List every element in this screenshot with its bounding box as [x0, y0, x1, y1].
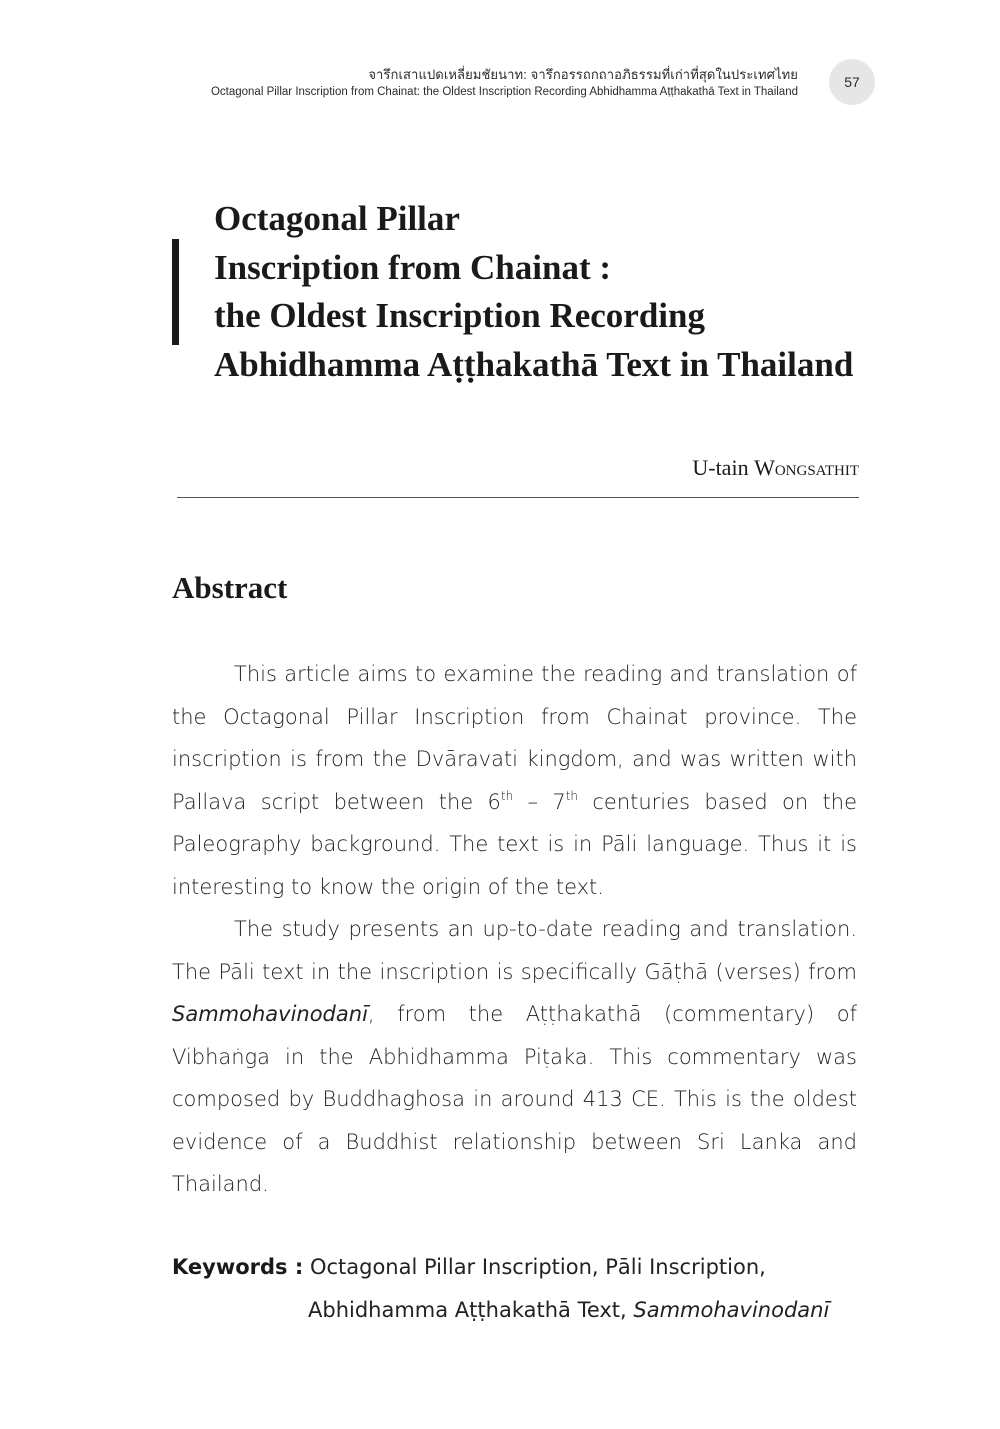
keywords-line-2: Abhidhamma Aṭṭhakathā Text, — [308, 1297, 634, 1322]
title-accent-bar — [172, 239, 179, 345]
keywords-italic: Sammohavinodanī — [633, 1297, 830, 1322]
keywords-line-1: Octagonal Pillar Inscription, Pāli Inscription, — [303, 1255, 766, 1279]
running-head-english: Octagonal Pillar Inscription from Chainat: the Oldest Inscription Recording Abhidhamma Aṭṭhakathā Text in Thailand — [210, 86, 798, 98]
p1-text-b: – 7 — [513, 789, 566, 814]
article-title — [214, 195, 853, 389]
p1-sup-1: th — [500, 788, 514, 803]
abstract-paragraph-2 — [172, 908, 857, 1206]
running-head — [211, 66, 798, 100]
author-name — [692, 455, 859, 481]
author-first-name: U-tain — [692, 455, 755, 480]
author-last-name: Wongsathit — [754, 455, 859, 480]
p1-text-c: centuries based on the Paleography background. The text is in Pāli language. Thus it is interesting to know the origin of the text. — [172, 789, 857, 899]
title-line-3: the Oldest Inscription Recording — [214, 296, 705, 335]
p1-sup-2: th — [565, 788, 579, 803]
abstract-paragraph-1 — [172, 653, 857, 908]
p1-text-a: This article aims to examine the reading and translation of the Octagonal Pillar Inscription from Chainat province. The inscription is from the Dvāravati kingdom, and was written with Pallava script between the 6 — [172, 662, 857, 814]
p2-italic-title: Sammohavinodanī — [172, 1002, 368, 1026]
title-line-2: Inscription from Chainat : — [214, 247, 612, 287]
abstract-heading: Abstract — [172, 570, 288, 605]
keywords — [172, 1246, 872, 1331]
author-divider — [177, 497, 859, 498]
page-number: 57 — [829, 59, 875, 105]
p2-text-a: The study presents an up-to-date reading and translation. The Pāli text in the inscription is specifically Gāṭhā (verses) from — [172, 917, 857, 984]
p2-text-b: , from the Aṭṭhakathā (commentary) of Vibhaṅga in the Abhidhamma Piṭaka. This commentary was composed by Buddhaghosa in around 413 CE. This is the oldest evidence of a Buddhist relationship between Sri Lanka and Thailand. — [172, 1002, 857, 1196]
title-line-4: Abhidhamma Aṭṭhakathā Text in Thailand — [214, 344, 854, 384]
running-head-thai: จารึกเสาแปดเหลี่ยมชัยนาท: จารึกอรรถกถาอภิธรรมที่เก่าที่สุดในประเทศไทย — [368, 67, 798, 82]
title-line-1: Octagonal Pillar — [214, 199, 460, 238]
keywords-label: Keywords : — [172, 1255, 304, 1279]
